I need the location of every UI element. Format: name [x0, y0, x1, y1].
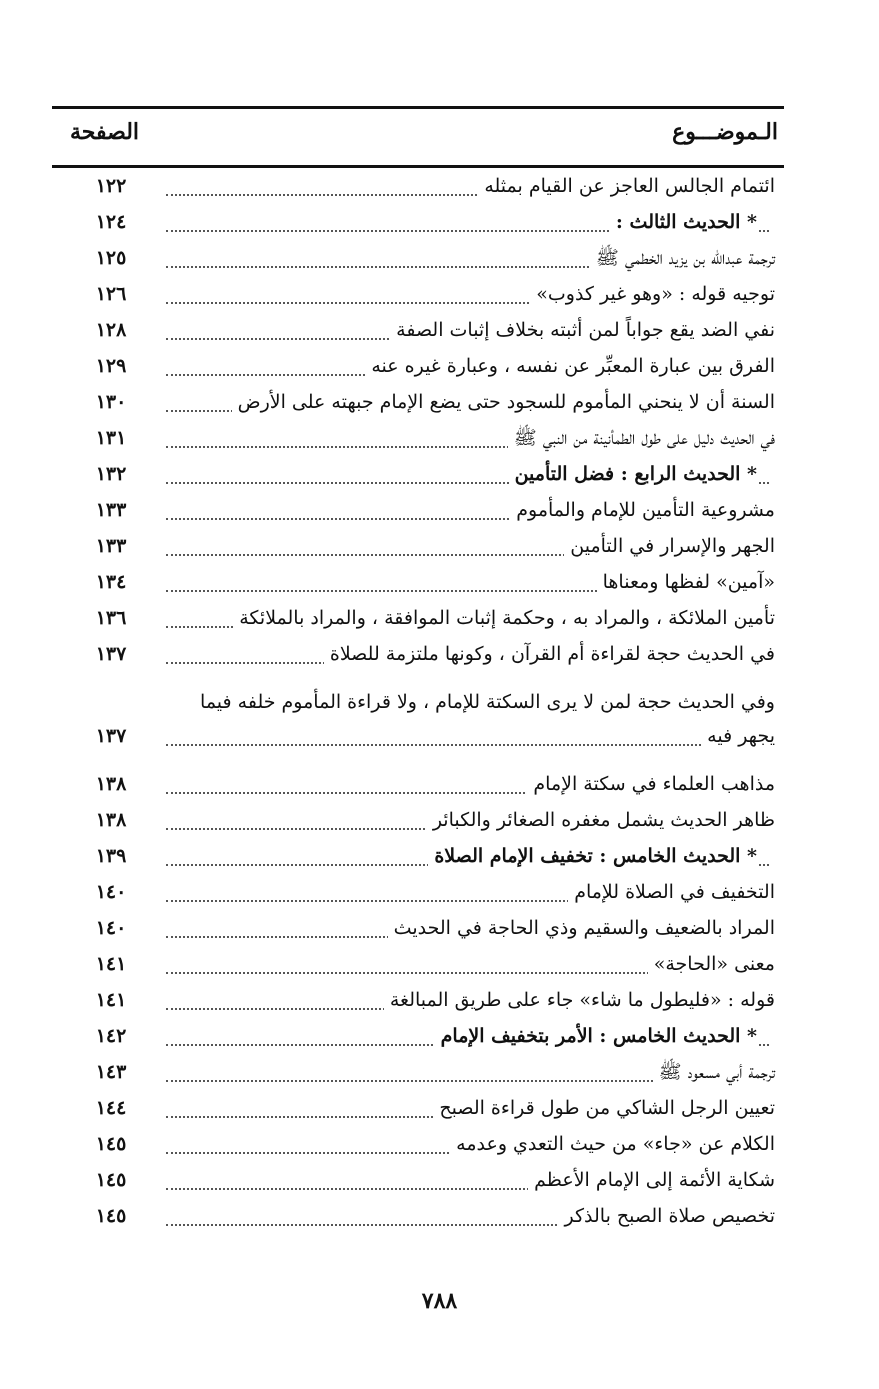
toc-entry-title: في الحديث حجة لقراءة أم القرآن ، وكونها ملتزمة للصلاة	[324, 636, 775, 672]
toc-entry	[0, 691, 879, 754]
toc-entry-title: قوله : «فليطول ما شاء» جاء على طريق المبالغة	[384, 982, 775, 1018]
toc-entry-title: ائتمام الجالس العاجز عن القيام بمثله	[478, 168, 775, 204]
toc-entry-page: ١٣٦	[95, 607, 127, 629]
toc-section-heading: * الحديث الثالث :	[610, 204, 757, 240]
toc-entry-page: ١٣٨	[95, 773, 127, 795]
toc-entry-title: ظاهر الحديث يشمل مغفره الصغائر والكبائر	[427, 802, 775, 838]
toc-entry-title-line1: وفي الحديث حجة لمن لا يرى السكتة للإمام ، ولا قراءة المأموم خلفه فيما	[200, 691, 775, 713]
toc-entry-title: الجهر والإسرار في التأمين	[564, 528, 775, 564]
toc-entry-page: ١٤٣	[95, 1061, 127, 1083]
toc-entry-page: ١٢٤	[95, 211, 127, 233]
toc-entry-title: «آمين» لفظها ومعناها	[597, 564, 775, 600]
toc-entry-title: توجيه قوله : «وهو غير كذوب»	[530, 276, 775, 312]
toc-entry-title: في الحديث دليل على طول الطمأنينة من النبي ﷺ	[508, 420, 775, 456]
page-number: ٧٨٨	[421, 1288, 458, 1314]
toc-entry-title: التخفيف في الصلاة للإمام	[568, 874, 775, 910]
toc-entry-page: ١٢٩	[95, 355, 127, 377]
toc-entry-page: ١٣٣	[95, 499, 127, 521]
toc-entry-title: الفرق بين عبارة المعبِّر عن نفسه ، وعبارة غيره عنه	[365, 348, 775, 384]
toc-entry-title: مشروعية التأمين للإمام والمأموم	[510, 492, 775, 528]
toc-section-heading: * الحديث الخامس : تخفيف الإمام الصلاة	[428, 838, 757, 874]
toc-entry-title: السنة أن لا ينحني المأموم للسجود حتى يضع الإمام جبهته على الأرض	[232, 384, 775, 420]
toc-section-heading: * الحديث الرابع : فضل التأمين	[509, 456, 757, 492]
toc-entry-title: ترجمة عبدالله بن يزيد الخطمي ﷺ	[590, 240, 775, 276]
toc-entry-title: الكلام عن «جاء» من حيث التعدي وعدمه	[450, 1126, 775, 1162]
toc-entry-page: ١٣١	[95, 427, 127, 449]
toc-entry-page: ١٣٢	[95, 463, 127, 485]
page-column-header: الصفحة	[70, 119, 140, 145]
toc-entry-page: ١٢٨	[95, 319, 127, 341]
toc-entry-title: تعيين الرجل الشاكي من طول قراءة الصبح	[433, 1090, 775, 1126]
toc-entry-page: ١٢٦	[95, 283, 127, 305]
toc-entry-title: شكاية الأئمة إلى الإمام الأعظم	[528, 1162, 775, 1198]
toc-entry-title: معنى «الحاجة»	[648, 946, 775, 982]
toc-entry-page: ١٢٢	[95, 175, 127, 197]
toc-entry-title: نفي الضد يقع جواباً لمن أثبته بخلاف إثبات الصفة	[390, 312, 775, 348]
toc-entry-page: ١٤٥	[95, 1169, 127, 1191]
toc-entry-page: ١٤٥	[95, 1205, 127, 1227]
toc-entry-page: ١٣٧	[95, 725, 127, 747]
toc-entry-page: ١٣٣	[95, 535, 127, 557]
toc-entry-page: ١٣٩	[95, 845, 127, 867]
toc-entry-page: ١٣٧	[95, 643, 127, 665]
toc-entry-title: تخصيص صلاة الصبح بالذكر	[559, 1198, 776, 1234]
toc-entry-page: ١٣٨	[95, 809, 127, 831]
toc-entry-page: ١٤١	[95, 953, 127, 975]
toc-entry-title: المراد بالضعيف والسقيم وذي الحاجة في الحديث	[388, 910, 775, 946]
toc-entry-title: ترجمة أبي مسعود ﷺ	[653, 1054, 775, 1090]
topic-column-header: الـموضـــوع	[672, 119, 778, 145]
toc-entry-page: ١٤٤	[95, 1097, 127, 1119]
toc-entry	[0, 1198, 879, 1234]
toc-entry-page: ١٢٥	[95, 247, 127, 269]
toc-entry-page: ١٤٥	[95, 1133, 127, 1155]
toc-section-heading: * الحديث الخامس : الأمر بتخفيف الإمام	[435, 1018, 757, 1054]
toc-entry-page: ١٣٠	[95, 391, 127, 413]
toc-entry-page: ١٣٤	[95, 571, 127, 593]
toc-entry-page: ١٤٠	[95, 917, 127, 939]
toc-entry-title: تأمين الملائكة ، والمراد به ، وحكمة إثبات الموافقة ، والمراد بالملائكة	[233, 600, 775, 636]
toc-entry-page: ١٤٠	[95, 881, 127, 903]
toc-entry-title: يجهر فيه	[701, 718, 775, 754]
toc-entry	[0, 636, 879, 672]
toc-entry-page: ١٤٢	[95, 1025, 127, 1047]
toc-entry-title: مذاهب العلماء في سكتة الإمام	[527, 766, 775, 802]
toc-entry-page: ١٤١	[95, 989, 127, 1011]
